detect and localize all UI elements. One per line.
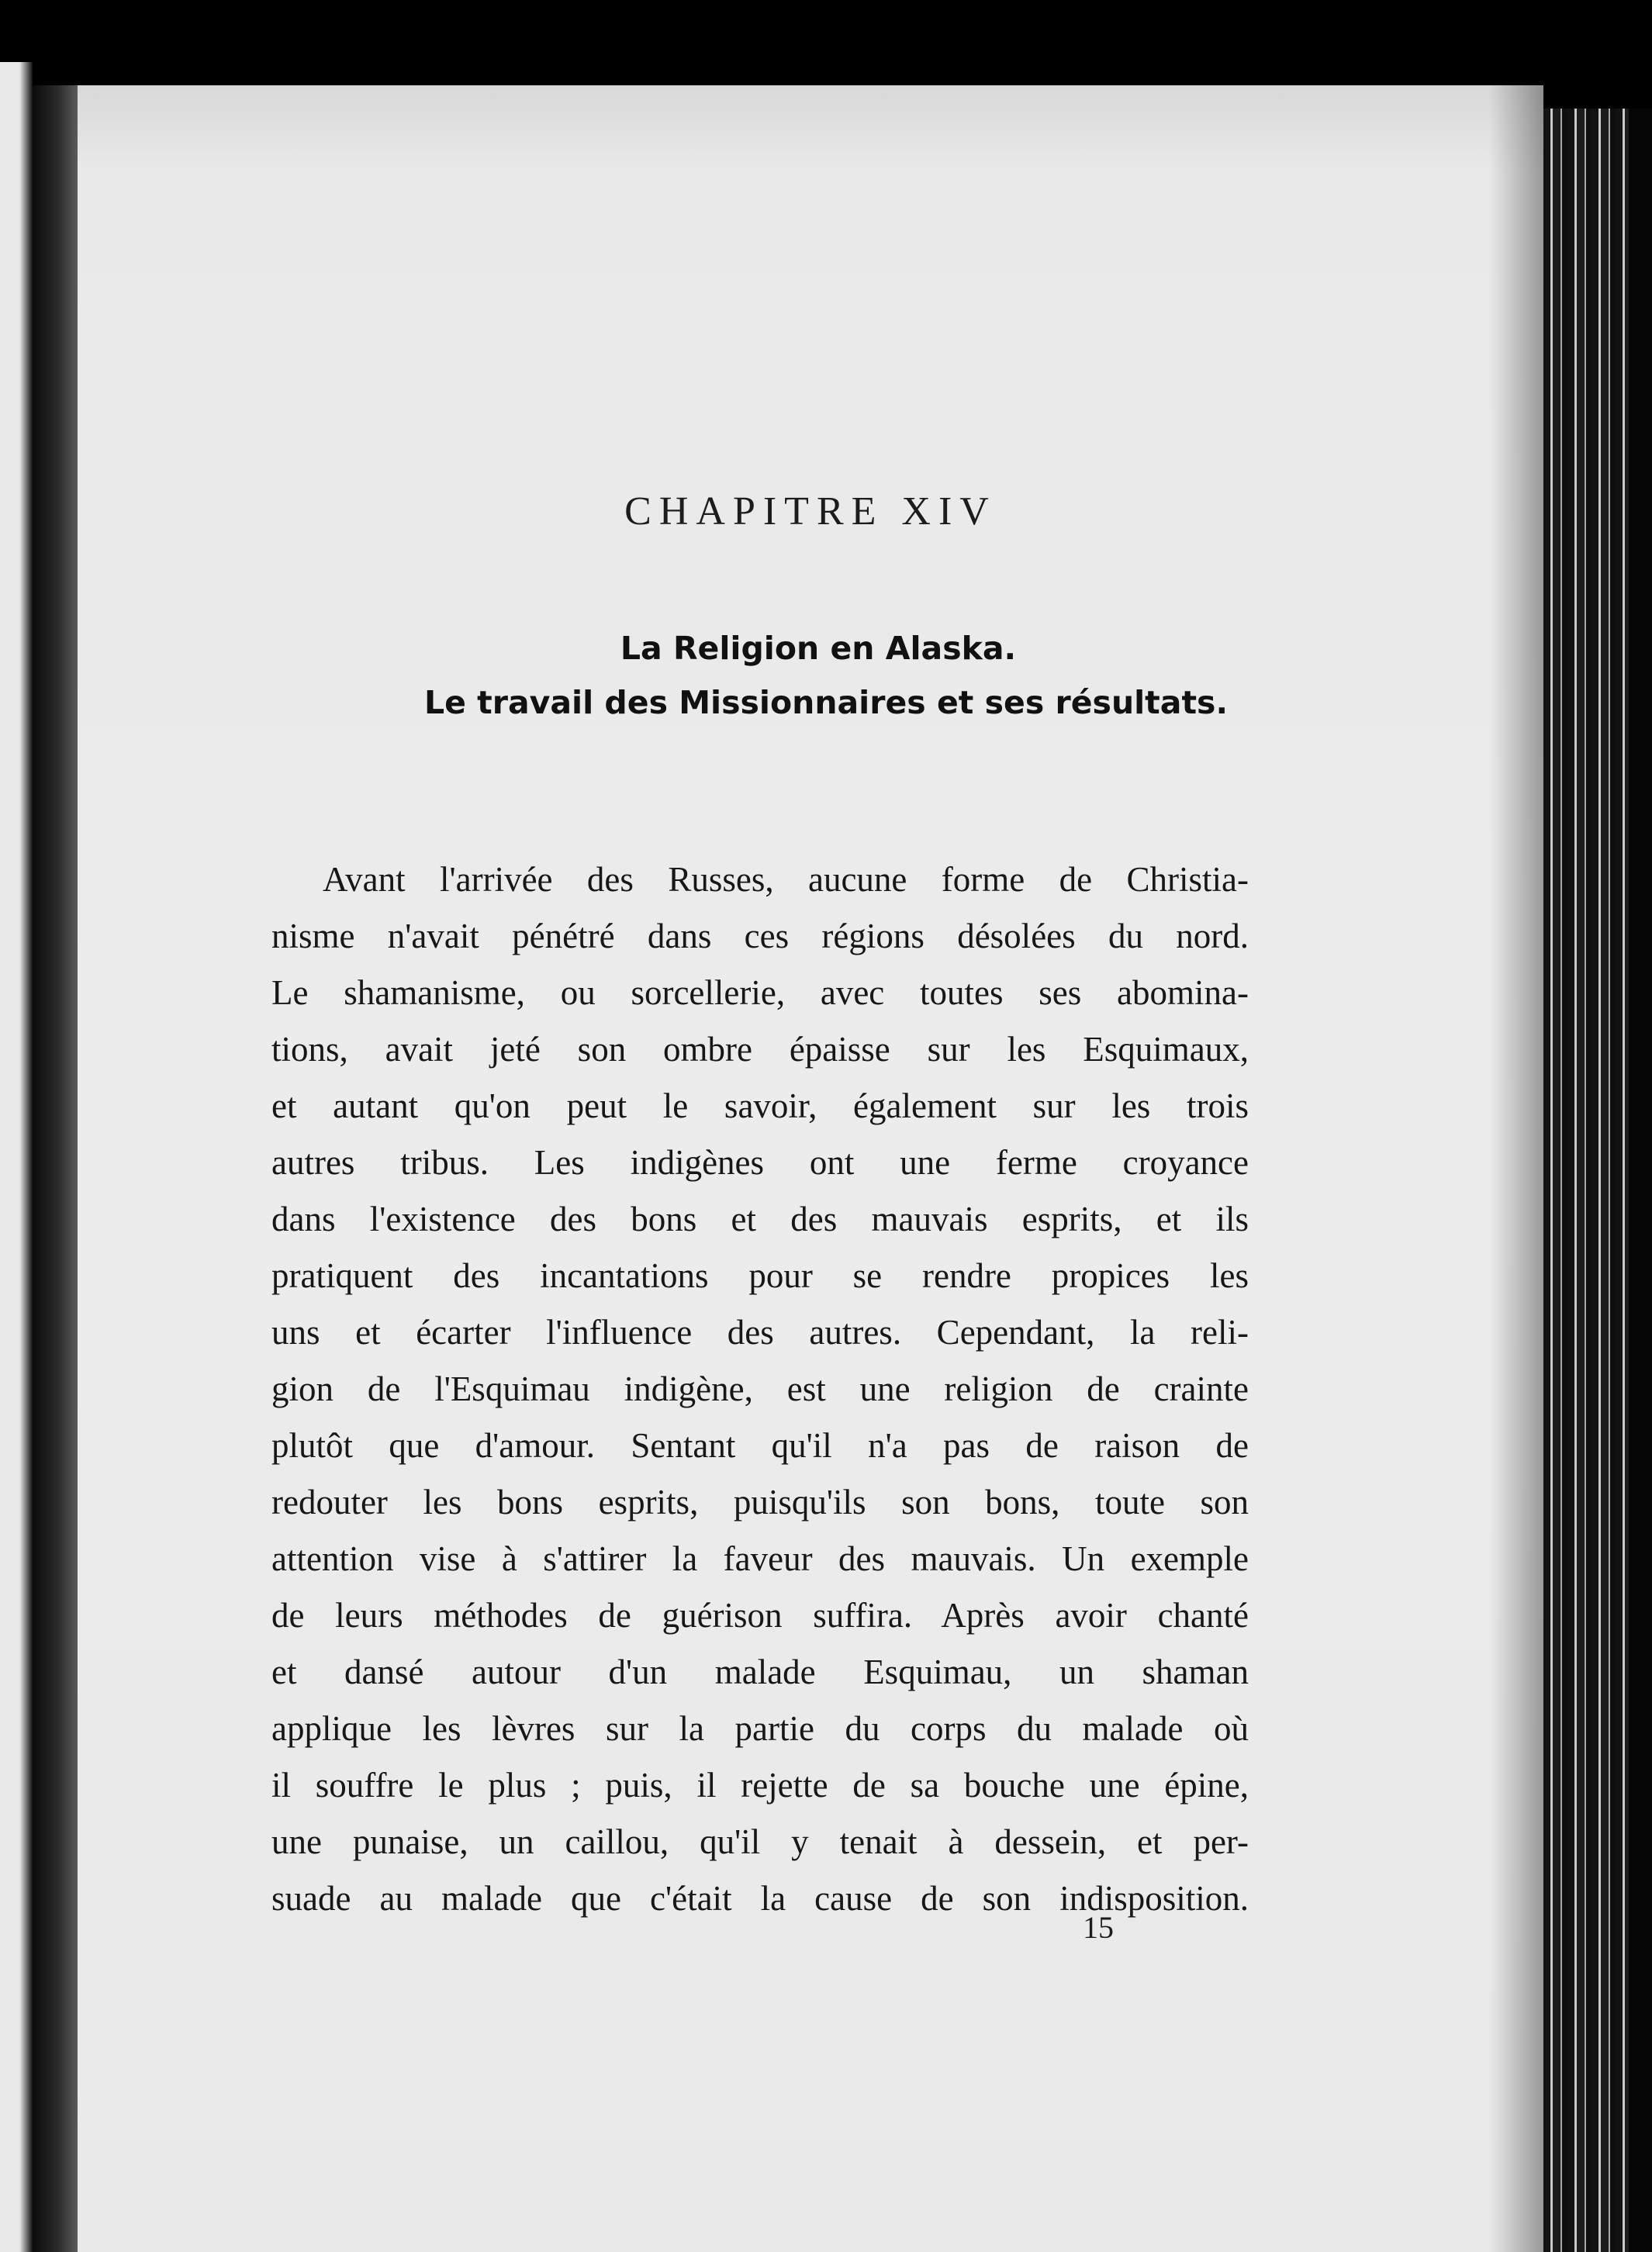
body-line: plutôt que d'amour. Sentant qu'il n'a pas de raison de bbox=[271, 1426, 1249, 1465]
body-line: gion de l'Esquimau indigène, est une religion de crainte bbox=[271, 1370, 1249, 1408]
chapter-title-line-2: Le travail des Missionnaires et ses résultats. bbox=[423, 684, 1229, 721]
body-line: applique les lèvres sur la partie du corps du malade où bbox=[271, 1709, 1249, 1748]
book-binding-left bbox=[33, 85, 78, 2252]
body-line: suade au malade que c'était la cause de son indisposition. bbox=[271, 1879, 1249, 1918]
body-line: tions, avait jeté son ombre épaisse sur les Esquimaux, bbox=[271, 1030, 1249, 1069]
body-line: redouter les bons esprits, puisqu'ils son bons, toute son bbox=[271, 1483, 1249, 1521]
body-line: Avant l'arrivée des Russes, aucune forme de Christia- bbox=[323, 860, 1249, 899]
scan-left-edge bbox=[0, 62, 33, 2252]
body-line: et autant qu'on peut le savoir, également sur les trois bbox=[271, 1086, 1249, 1125]
scan-top-border bbox=[0, 0, 1652, 85]
body-line: nisme n'avait pénétré dans ces régions désolées du nord. bbox=[271, 917, 1249, 955]
scan-right-border bbox=[1629, 109, 1652, 2252]
body-paragraph bbox=[271, 851, 1249, 1927]
body-line: autres tribus. Les indigènes ont une ferme croyance bbox=[271, 1143, 1249, 1182]
page-gutter-shadow bbox=[1489, 85, 1543, 2252]
body-line: Le shamanisme, ou sorcellerie, avec toutes ses abomina- bbox=[271, 973, 1249, 1012]
body-line: une punaise, un caillou, qu'il y tenait à dessein, et per- bbox=[271, 1822, 1249, 1861]
page-number: 15 bbox=[1083, 1910, 1114, 1945]
body-line: uns et écarter l'influence des autres. Cependant, la reli- bbox=[271, 1313, 1249, 1352]
body-line: il souffre le plus ; puis, il rejette de sa bouche une épine, bbox=[271, 1766, 1249, 1805]
chapter-heading: CHAPITRE XIV bbox=[624, 489, 997, 534]
body-line: attention vise à s'attirer la faveur des mauvais. Un exemple bbox=[271, 1539, 1249, 1578]
chapter-title-line-1: La Religion en Alaska. bbox=[620, 630, 1017, 667]
body-line: pratiquent des incantations pour se rendre propices les bbox=[271, 1256, 1249, 1295]
body-line: et dansé autour d'un malade Esquimau, un shaman bbox=[271, 1653, 1249, 1691]
body-line: de leurs méthodes de guérison suffira. Après avoir chanté bbox=[271, 1596, 1249, 1635]
body-line: dans l'existence des bons et des mauvais esprits, et ils bbox=[271, 1200, 1249, 1238]
